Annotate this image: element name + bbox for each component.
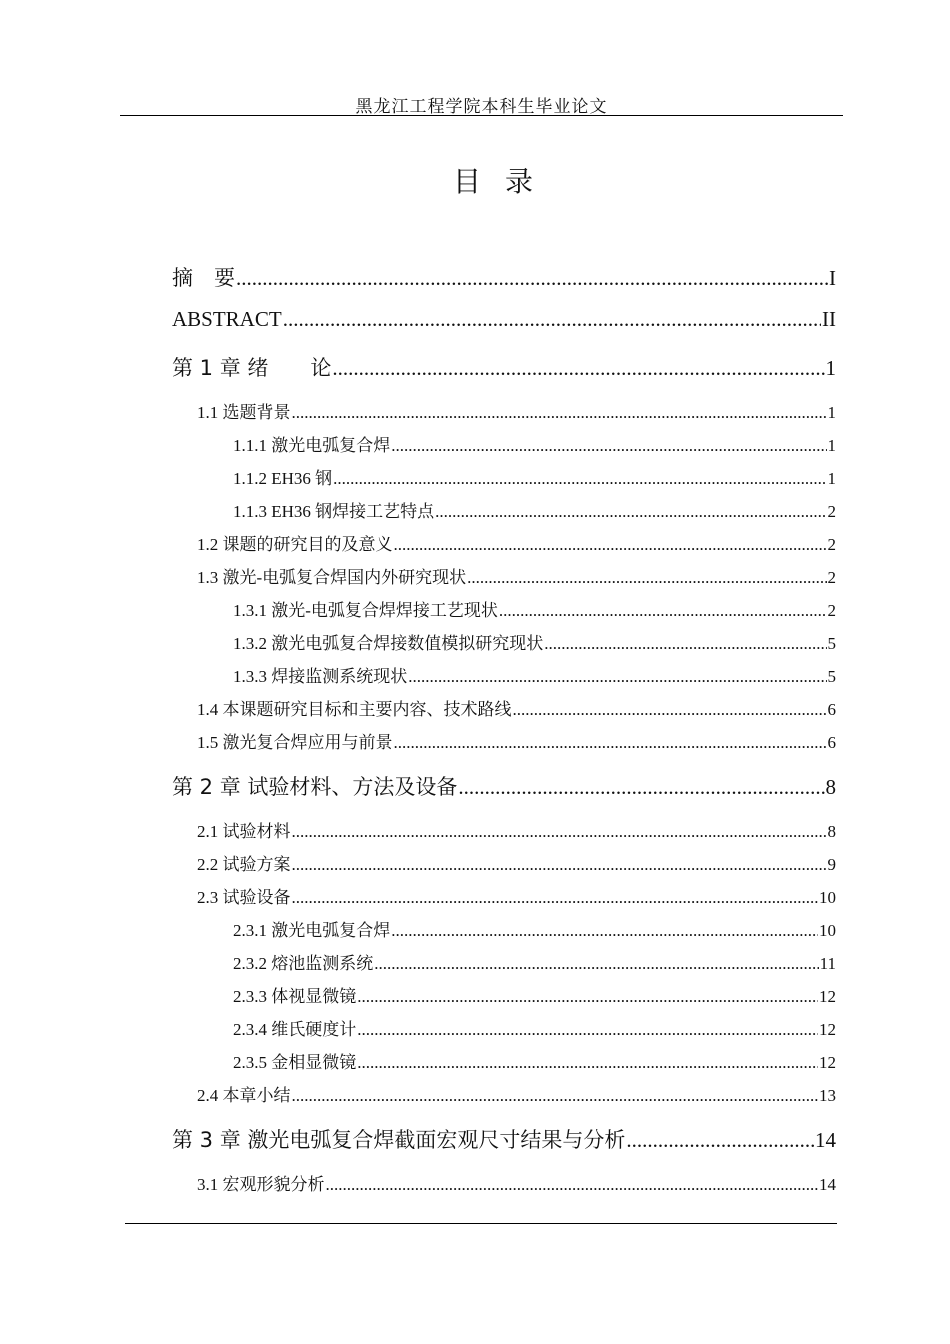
dot-leader xyxy=(292,822,827,842)
dot-leader xyxy=(236,266,828,291)
toc-entry-section-1-1-1[interactable] xyxy=(233,431,836,456)
toc-entry-label: 第 2 章 试验材料、方法及设备 xyxy=(172,775,458,799)
toc-entry-label: 1.5 激光复合焊应用与前景 xyxy=(197,733,393,752)
dot-leader xyxy=(513,700,827,720)
toc-entry-label: 2.3.1 激光电弧复合焊 xyxy=(233,921,391,940)
toc-entry-chapter-2[interactable] xyxy=(172,771,836,801)
toc-entry-page: 6 xyxy=(827,733,836,752)
toc-entry-label: 2.3.2 熔池监测系统 xyxy=(233,954,374,973)
toc-entry-page: 6 xyxy=(827,700,836,719)
toc-entry-section-2-3-4[interactable] xyxy=(233,1015,836,1040)
toc-title: 目录 xyxy=(452,165,557,198)
toc-entry-label: ABSTRACT xyxy=(172,307,282,331)
toc-entry-label: 第 1 章 绪 论 xyxy=(172,356,332,380)
toc-entry-page: 1 xyxy=(827,403,836,422)
dot-leader xyxy=(394,733,827,753)
toc-entry-page: 9 xyxy=(827,855,836,874)
dot-leader xyxy=(332,356,824,381)
toc-entry-section-2-3-2[interactable] xyxy=(233,949,836,974)
toc-entry-page: 5 xyxy=(827,667,836,686)
toc-entry-label: 2.4 本章小结 xyxy=(197,1086,291,1105)
toc-entry-label: 1.1.3 EH36 钢焊接工艺特点 xyxy=(233,502,435,521)
toc-entry-section-2-3-5[interactable] xyxy=(233,1048,836,1073)
toc-entry-page: 8 xyxy=(825,775,836,799)
toc-entry-page: 10 xyxy=(819,921,836,940)
toc-entry-label: 摘 要 xyxy=(172,266,235,290)
dot-leader xyxy=(292,855,827,875)
toc-entry-label: 1.3.2 激光电弧复合焊接数值模拟研究现状 xyxy=(233,634,544,653)
toc-entry-abstract-en[interactable] xyxy=(172,307,836,332)
toc-entry-chapter-1[interactable] xyxy=(172,352,836,382)
toc-entry-section-1-3[interactable] xyxy=(197,563,836,588)
dot-leader xyxy=(435,502,826,522)
dot-leader xyxy=(292,1086,819,1106)
toc-entry-chapter-3[interactable] xyxy=(172,1124,836,1154)
dot-leader xyxy=(357,987,818,1007)
toc-entry-label: 1.1.1 激光电弧复合焊 xyxy=(233,436,391,455)
toc-entry-page: 2 xyxy=(827,535,836,554)
toc-entry-section-1-3-1[interactable] xyxy=(233,596,836,621)
dot-leader xyxy=(391,436,826,456)
toc-entry-section-3-1[interactable] xyxy=(197,1170,836,1195)
toc-entry-page: 12 xyxy=(819,1053,836,1072)
toc-entry-page: 5 xyxy=(827,634,836,653)
toc-entry-page: 11 xyxy=(819,954,836,973)
toc-entry-label: 2.3.5 金相显微镜 xyxy=(233,1053,357,1072)
toc-entry-page: 2 xyxy=(827,502,836,521)
toc-entry-page: 14 xyxy=(815,1128,836,1152)
toc-entry-section-1-1[interactable] xyxy=(197,398,836,423)
toc-entry-label: 1.1.2 EH36 钢 xyxy=(233,469,333,488)
dot-leader xyxy=(499,601,827,621)
toc-entry-label: 1.3 激光-电弧复合焊国内外研究现状 xyxy=(197,568,467,587)
toc-entry-section-2-3[interactable] xyxy=(197,883,836,908)
toc-entry-page: 10 xyxy=(819,888,836,907)
dot-leader xyxy=(626,1128,814,1153)
dot-leader xyxy=(292,403,827,423)
dot-leader xyxy=(394,535,827,555)
toc-entry-page: 1 xyxy=(827,469,836,488)
dot-leader xyxy=(408,667,826,687)
toc-entry-label: 1.1 选题背景 xyxy=(197,403,291,422)
dot-leader xyxy=(467,568,826,588)
dot-leader xyxy=(458,775,824,800)
dot-leader xyxy=(374,954,818,974)
dot-leader xyxy=(357,1020,818,1040)
toc-entry-label: 2.3.3 体视显微镜 xyxy=(233,987,357,1006)
toc-entry-section-1-4[interactable] xyxy=(197,695,836,720)
toc-entry-page: 1 xyxy=(825,356,836,380)
toc-entry-page: 12 xyxy=(819,1020,836,1039)
toc-entry-section-2-2[interactable] xyxy=(197,850,836,875)
toc-entry-section-2-4[interactable] xyxy=(197,1081,836,1106)
toc-entry-label: 2.2 试验方案 xyxy=(197,855,291,874)
dot-leader xyxy=(357,1053,818,1073)
toc-entry-label: 3.1 宏观形貌分析 xyxy=(197,1175,325,1194)
toc-entry-page: 12 xyxy=(819,987,836,1006)
toc-entry-label: 2.3 试验设备 xyxy=(197,888,291,907)
toc-entry-section-1-3-2[interactable] xyxy=(233,629,836,654)
toc-entry-abstract-cn[interactable] xyxy=(172,262,836,292)
dot-leader xyxy=(333,469,826,489)
toc-entry-page: I xyxy=(829,266,836,290)
dot-leader xyxy=(283,307,821,332)
dot-leader xyxy=(292,888,819,908)
toc-entry-section-1-1-2[interactable] xyxy=(233,464,836,489)
toc-entry-page: 1 xyxy=(827,436,836,455)
toc-entry-label: 1.2 课题的研究目的及意义 xyxy=(197,535,393,554)
toc-entry-label: 2.1 试验材料 xyxy=(197,822,291,841)
toc-entry-label: 2.3.4 维氏硬度计 xyxy=(233,1020,357,1039)
toc-entry-page: 14 xyxy=(819,1175,836,1194)
toc-entry-section-2-3-1[interactable] xyxy=(233,916,836,941)
footer-rule xyxy=(125,1223,837,1224)
toc-entry-page: 8 xyxy=(827,822,836,841)
toc-entry-section-1-3-3[interactable] xyxy=(233,662,836,687)
toc-entry-section-2-1[interactable] xyxy=(197,817,836,842)
toc-entry-section-1-1-3[interactable] xyxy=(233,497,836,522)
toc-entry-page: 2 xyxy=(827,601,836,620)
toc-entry-label: 1.3.1 激光-电弧复合焊焊接工艺现状 xyxy=(233,601,498,620)
toc-entry-section-1-5[interactable] xyxy=(197,728,836,753)
dot-leader xyxy=(326,1175,819,1195)
running-header: 黑龙江工程学院本科生毕业论文 xyxy=(355,97,608,117)
toc-entry-label: 1.4 本课题研究目标和主要内容、技术路线 xyxy=(197,700,512,719)
toc-entry-label: 1.3.3 焊接监测系统现状 xyxy=(233,667,408,686)
toc-entry-label: 第 3 章 激光电弧复合焊截面宏观尺寸结果与分析 xyxy=(172,1128,626,1152)
toc-entry-page: 2 xyxy=(827,568,836,587)
toc-entry-page: 13 xyxy=(819,1086,836,1105)
dot-leader xyxy=(544,634,826,654)
toc-entry-page: II xyxy=(822,307,836,331)
dot-leader xyxy=(391,921,818,941)
toc-entry-section-1-2[interactable] xyxy=(197,530,836,555)
toc-entry-section-2-3-3[interactable] xyxy=(233,982,836,1007)
